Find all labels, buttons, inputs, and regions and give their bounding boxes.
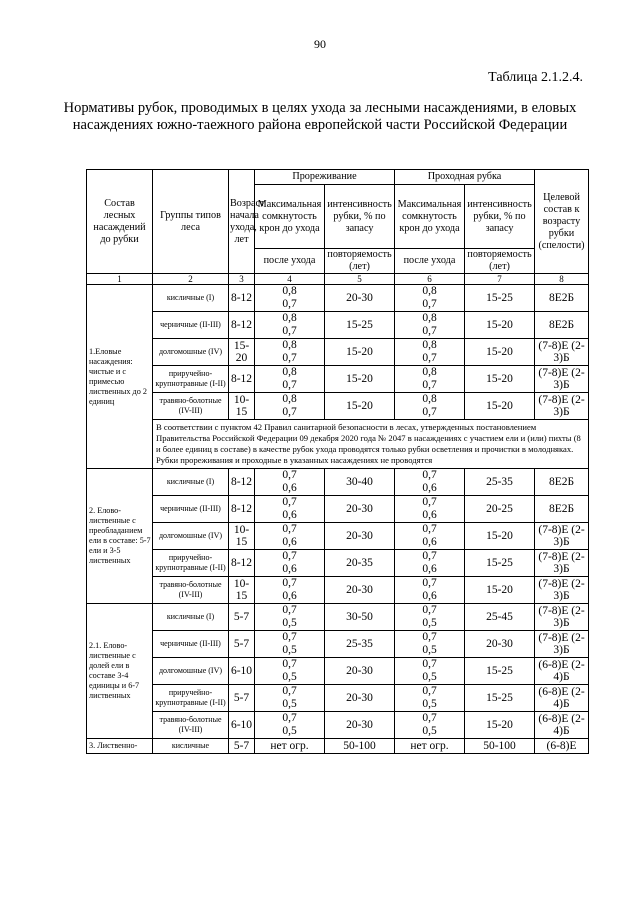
start-age: 10-15 [229, 577, 255, 604]
max-density-value: 0,8 [282, 312, 297, 324]
target-composition: (7-8)Е (2-3)Б [535, 604, 589, 631]
start-age: 5-7 [229, 739, 255, 754]
intensity-passing: 15-25 [465, 285, 535, 312]
header-thinning: Прореживание [255, 170, 395, 185]
density-thinning [255, 496, 325, 523]
max-density-value: 0,7 [282, 631, 297, 643]
after-care-density-value: 0,5 [282, 617, 297, 629]
after-care-density-value: 0,6 [422, 590, 437, 602]
after-care-density-value: 0,7 [282, 298, 297, 310]
after-care-density-value: 0,5 [422, 617, 437, 629]
target-composition: (6-8)Е [535, 739, 589, 754]
table-row [87, 469, 589, 496]
target-composition: (6-8)Е (2-4)Б [535, 712, 589, 739]
start-age: 10-15 [229, 523, 255, 550]
density-passing [395, 339, 465, 366]
forest-type: кисличные (I) [153, 285, 229, 312]
max-density-value: 0,7 [422, 496, 437, 508]
header-start-age: Возраст начала ухода, лет [229, 170, 255, 274]
group-composition: 3. Лиственно- [87, 739, 153, 754]
density-thinning [255, 685, 325, 712]
forest-type: травяно-болотные (IV-III) [153, 712, 229, 739]
density-passing [395, 658, 465, 685]
section-note: В соответствии с пунктом 42 Правил санитарной безопасности в лесах, утвержденных постановлением Правительства Российской Федерации 09 декабря 2020 года № 2047 в насаждениях с участием ели и (или) пихты (8 и более единиц в составе) в качестве рубок ухода проводятся только рубки осветления и прочистки в молодняках. Рубки прореживания и проходные в указанных насаждениях не проводятся [153, 420, 589, 469]
intensity-passing: 15-20 [465, 712, 535, 739]
header-forest-type: Группы типов леса [153, 170, 229, 274]
after-care-density-value: 0,6 [422, 563, 437, 575]
start-age: 5-7 [229, 604, 255, 631]
forest-type: приручейно-крупнотравные (I-II) [153, 550, 229, 577]
start-age: 8-12 [229, 285, 255, 312]
table-row [87, 577, 589, 604]
forest-type: долгомошные (IV) [153, 339, 229, 366]
column-number: 8 [535, 274, 589, 285]
forest-type: травяно-болотные (IV-III) [153, 577, 229, 604]
after-care-density-value: 0,5 [282, 671, 297, 683]
after-care-density-value: 0,6 [422, 482, 437, 494]
column-number: 2 [153, 274, 229, 285]
table-row [87, 685, 589, 712]
max-density-value: 0,7 [422, 604, 437, 616]
density-thinning [255, 712, 325, 739]
density-thinning [255, 285, 325, 312]
intensity-passing: 15-20 [465, 339, 535, 366]
document-title: Нормативы рубок, проводимых в целях ухода за лесными насаждениями, в еловых насаждениях южно-таежного района европейской части Российской Федерации [63, 100, 577, 133]
intensity-thinning: 15-20 [325, 393, 395, 420]
max-density-value: 0,8 [422, 366, 437, 378]
max-density-value: 0,8 [422, 285, 437, 297]
header-repeat-thinning: повторяемость (лет) [325, 249, 395, 274]
intensity-thinning: 20-30 [325, 496, 395, 523]
target-composition: (7-8)Е (2-3)Б [535, 550, 589, 577]
density-passing [395, 712, 465, 739]
header-target-composition: Целевой состав к возрасту рубки (спелости) [535, 170, 589, 274]
intensity-thinning: 20-30 [325, 577, 395, 604]
max-density-value: 0,8 [422, 393, 437, 405]
forest-type: травяно-болотные (IV-III) [153, 393, 229, 420]
intensity-passing: 15-25 [465, 658, 535, 685]
density-passing [395, 550, 465, 577]
table-row [87, 739, 589, 754]
page-number: 90 [314, 37, 326, 51]
group-composition: 1.Еловые насаждения: чистые и с примесью лиственных до 2 единиц [87, 285, 153, 469]
density-passing [395, 393, 465, 420]
density-passing [395, 496, 465, 523]
header-intensity-passing: интенсивность рубки, % по запасу [465, 185, 535, 249]
forest-type: черничные (II-III) [153, 631, 229, 658]
after-care-density-value: 0,7 [282, 406, 297, 418]
forest-type: кисличные (I) [153, 604, 229, 631]
forest-type: кисличные [153, 739, 229, 754]
after-care-density-value: 0,6 [282, 563, 297, 575]
intensity-passing: 20-30 [465, 631, 535, 658]
table-row [87, 658, 589, 685]
start-age: 5-7 [229, 685, 255, 712]
after-care-density-value: 0,7 [282, 325, 297, 337]
column-number: 5 [325, 274, 395, 285]
after-care-density-value: 0,7 [282, 352, 297, 364]
header-after-care-thinning: после ухода [255, 249, 325, 274]
density-passing [395, 366, 465, 393]
density-passing [395, 523, 465, 550]
after-care-density-value: 0,7 [282, 379, 297, 391]
group-composition: 2.1. Елово-лиственные с долей ели в составе 3-4 единицы и 6-7 лиственных [87, 604, 153, 739]
intensity-thinning: 50-100 [325, 739, 395, 754]
intensity-thinning: 15-25 [325, 312, 395, 339]
max-density-value: 0,7 [422, 712, 437, 724]
column-number: 1 [87, 274, 153, 285]
density-passing [395, 631, 465, 658]
target-composition: (7-8)Е (2-3)Б [535, 631, 589, 658]
target-composition: 8Е2Б [535, 496, 589, 523]
table-row [87, 312, 589, 339]
start-age: 6-10 [229, 658, 255, 685]
header-after-care-passing: после ухода [395, 249, 465, 274]
after-care-density-value: 0,7 [422, 406, 437, 418]
intensity-thinning: 20-30 [325, 658, 395, 685]
header-composition: Состав лесных насаждений до рубки [87, 170, 153, 274]
intensity-thinning: 20-30 [325, 523, 395, 550]
group-composition: 2. Елово-лиственные с преобладанием ели в составе: 5-7 ели и 3-5 лиственных [87, 469, 153, 604]
column-number: 3 [229, 274, 255, 285]
max-density-value: 0,7 [282, 550, 297, 562]
table-row [87, 550, 589, 577]
intensity-passing: 50-100 [465, 739, 535, 754]
intensity-passing: 15-20 [465, 366, 535, 393]
after-care-density-value: 0,5 [422, 725, 437, 737]
table-row [87, 339, 589, 366]
after-care-density-value: 0,5 [282, 644, 297, 656]
target-composition: (7-8)Е (2-3)Б [535, 366, 589, 393]
start-age: 10-15 [229, 393, 255, 420]
start-age: 5-7 [229, 631, 255, 658]
density-passing [395, 577, 465, 604]
density-thinning [255, 469, 325, 496]
start-age: 8-12 [229, 469, 255, 496]
density-thinning [255, 393, 325, 420]
intensity-thinning: 20-35 [325, 550, 395, 577]
max-density-value: нет огр. [270, 739, 309, 752]
target-composition: (7-8)Е (2-3)Б [535, 393, 589, 420]
after-care-density-value: 0,5 [422, 644, 437, 656]
max-density-value: 0,7 [282, 604, 297, 616]
header-passing-cut: Проходная рубка [395, 170, 535, 185]
after-care-density-value: 0,7 [422, 325, 437, 337]
after-care-density-value: 0,6 [282, 536, 297, 548]
after-care-density-value: 0,6 [422, 509, 437, 521]
intensity-passing: 20-25 [465, 496, 535, 523]
density-thinning [255, 631, 325, 658]
start-age: 6-10 [229, 712, 255, 739]
max-density-value: 0,7 [282, 523, 297, 535]
after-care-density-value: 0,7 [422, 379, 437, 391]
intensity-thinning: 30-50 [325, 604, 395, 631]
density-thinning [255, 577, 325, 604]
max-density-value: 0,7 [282, 469, 297, 481]
intensity-passing: 25-45 [465, 604, 535, 631]
after-care-density-value: 0,6 [422, 536, 437, 548]
intensity-passing: 25-35 [465, 469, 535, 496]
table-row [87, 712, 589, 739]
start-age: 8-12 [229, 366, 255, 393]
intensity-thinning: 15-20 [325, 366, 395, 393]
intensity-passing: 15-20 [465, 577, 535, 604]
table-row [87, 285, 589, 312]
max-density-value: 0,7 [282, 685, 297, 697]
forest-type: кисличные (I) [153, 469, 229, 496]
intensity-thinning: 20-30 [325, 285, 395, 312]
table-label: Таблица 2.1.2.4. [488, 70, 583, 85]
density-thinning [255, 366, 325, 393]
intensity-passing: 15-20 [465, 312, 535, 339]
header-max-density-thinning: Максимальная сомкнутость крон до ухода [255, 185, 325, 249]
after-care-density-value: 0,7 [422, 352, 437, 364]
target-composition: (7-8)Е (2-3)Б [535, 577, 589, 604]
after-care-density-value: 0,5 [282, 725, 297, 737]
intensity-passing: 15-20 [465, 523, 535, 550]
density-thinning [255, 523, 325, 550]
column-number: 6 [395, 274, 465, 285]
target-composition: 8Е2Б [535, 285, 589, 312]
density-passing [395, 312, 465, 339]
table-row [87, 631, 589, 658]
intensity-passing: 15-20 [465, 393, 535, 420]
table-row [87, 604, 589, 631]
max-density-value: 0,7 [282, 712, 297, 724]
intensity-thinning: 30-40 [325, 469, 395, 496]
target-composition: (7-8)Е (2-3)Б [535, 339, 589, 366]
start-age: 8-12 [229, 496, 255, 523]
max-density-value: 0,8 [282, 285, 297, 297]
max-density-value: 0,8 [422, 312, 437, 324]
max-density-value: 0,7 [282, 496, 297, 508]
target-composition: 8Е2Б [535, 312, 589, 339]
density-passing [395, 604, 465, 631]
after-care-density-value: 0,6 [282, 482, 297, 494]
after-care-density-value: 0,7 [422, 298, 437, 310]
table-row [87, 496, 589, 523]
forest-type: черничные (II-III) [153, 496, 229, 523]
max-density-value: 0,7 [422, 631, 437, 643]
density-passing [395, 469, 465, 496]
start-age: 8-12 [229, 312, 255, 339]
target-composition: (6-8)Е (2-4)Б [535, 658, 589, 685]
intensity-thinning: 15-20 [325, 339, 395, 366]
intensity-passing: 15-25 [465, 685, 535, 712]
max-density-value: 0,8 [282, 366, 297, 378]
table-row [87, 366, 589, 393]
table-row [87, 393, 589, 420]
max-density-value: 0,7 [422, 550, 437, 562]
target-composition: (7-8)Е (2-3)Б [535, 523, 589, 550]
intensity-passing: 15-25 [465, 550, 535, 577]
max-density-value: 0,7 [422, 685, 437, 697]
density-thinning [255, 550, 325, 577]
density-passing [395, 685, 465, 712]
max-density-value: 0,7 [282, 577, 297, 589]
max-density-value: 0,7 [422, 577, 437, 589]
header-repeat-passing: повторяемость (лет) [465, 249, 535, 274]
density-passing [395, 739, 465, 754]
target-composition: (6-8)Е (2-4)Б [535, 685, 589, 712]
forest-type: приручейно-крупнотравные (I-II) [153, 685, 229, 712]
after-care-density-value: 0,5 [282, 698, 297, 710]
max-density-value: 0,7 [422, 658, 437, 670]
forest-type: долгомошные (IV) [153, 658, 229, 685]
density-thinning [255, 604, 325, 631]
forest-type: приручейно-крупнотравные (I-II) [153, 366, 229, 393]
start-age: 15-20 [229, 339, 255, 366]
density-thinning [255, 739, 325, 754]
intensity-thinning: 20-30 [325, 712, 395, 739]
max-density-value: 0,8 [282, 339, 297, 351]
max-density-value: 0,7 [422, 469, 437, 481]
max-density-value: 0,8 [422, 339, 437, 351]
forest-type: черничные (II-III) [153, 312, 229, 339]
header-intensity-thinning: интенсивность рубки, % по запасу [325, 185, 395, 249]
after-care-density-value: 0,5 [422, 671, 437, 683]
header-max-density-passing: Максимальная сомкнутость крон до ухода [395, 185, 465, 249]
max-density-value: 0,8 [282, 393, 297, 405]
max-density-value: нет огр. [410, 739, 449, 752]
start-age: 8-12 [229, 550, 255, 577]
table-row [87, 523, 589, 550]
max-density-value: 0,7 [282, 658, 297, 670]
max-density-value: 0,7 [422, 523, 437, 535]
target-composition: 8Е2Б [535, 469, 589, 496]
after-care-density-value: 0,6 [282, 509, 297, 521]
column-number: 7 [465, 274, 535, 285]
norms-table [86, 169, 589, 754]
density-thinning [255, 658, 325, 685]
intensity-thinning: 20-30 [325, 685, 395, 712]
forest-type: долгомошные (IV) [153, 523, 229, 550]
after-care-density-value: 0,6 [282, 590, 297, 602]
after-care-density-value: 0,5 [422, 698, 437, 710]
density-thinning [255, 339, 325, 366]
density-thinning [255, 312, 325, 339]
intensity-thinning: 25-35 [325, 631, 395, 658]
density-passing [395, 285, 465, 312]
column-number: 4 [255, 274, 325, 285]
